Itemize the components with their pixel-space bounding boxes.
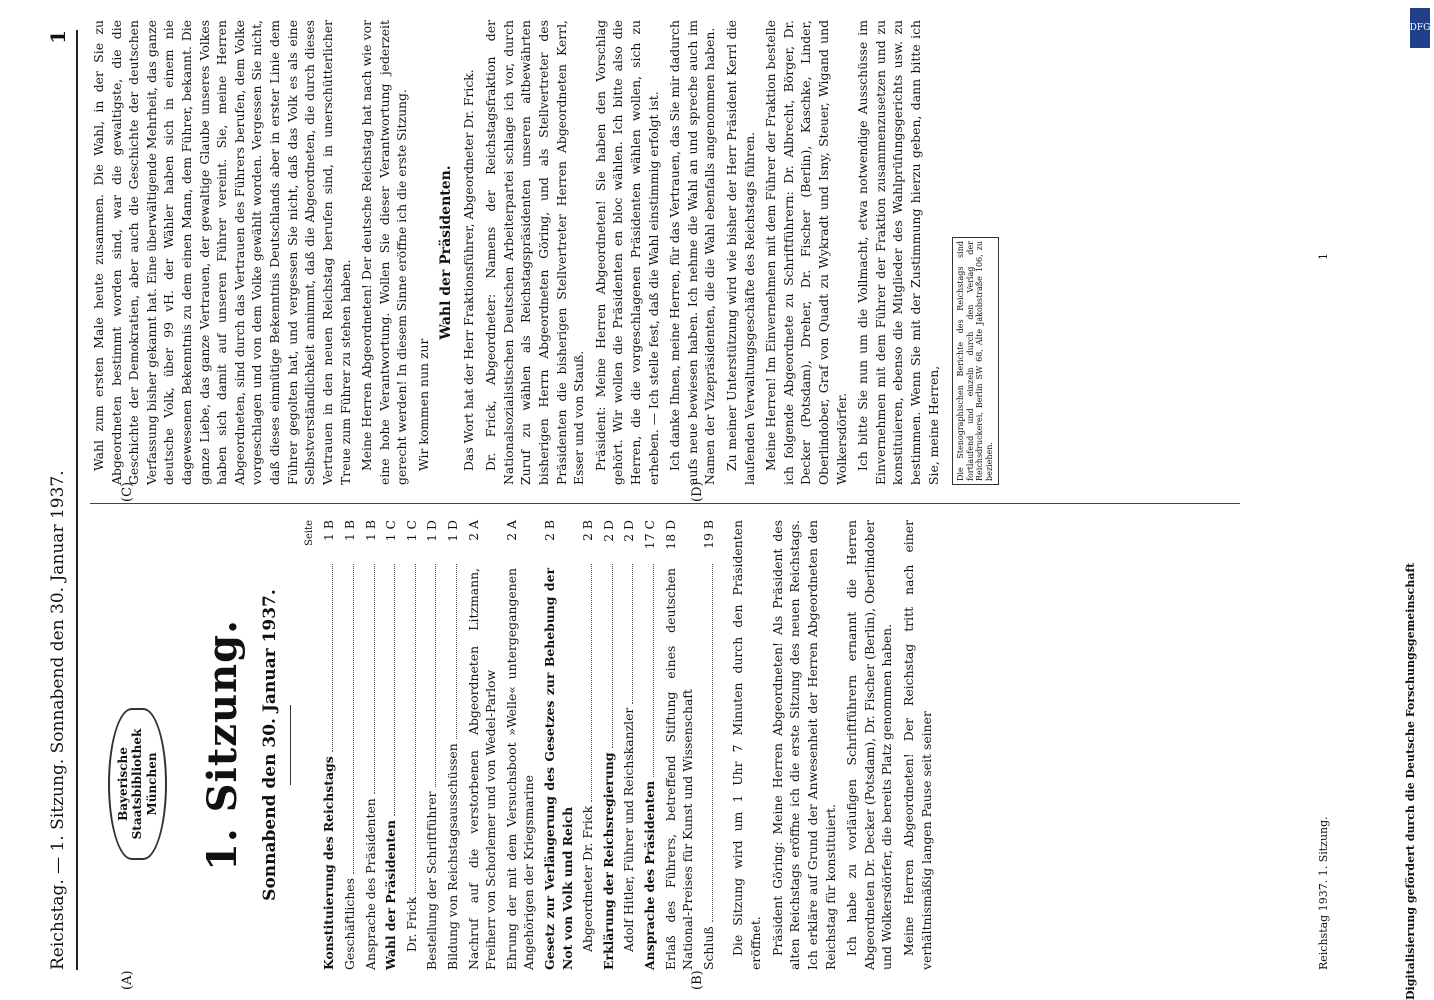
toc-entry [600,520,618,970]
toc-entry-page: 1 C [403,520,419,542]
left-column [90,520,1290,970]
toc-leader [644,564,654,777]
paragraph: Meine Herren! Im Einvernehmen mit dem Führer der Fraktion bestelle ich folgende Abgeordnete zu Schriftführern: Dr. Albrecht, Börger, Dr. Decker (Potsdam), Dreher, Dr. Fischer (Berlin), Kaschke, Linder, Oberlindober, Graf von Quadt zu Wykradt und Isny, Steuer, Wigand und Wolkersdörfer. [763,20,849,485]
right-body-text [90,20,433,485]
funding-note-text: Digitalisierung gefördert durch die Deutsche Forschungsgemeinschaft [1404,562,1417,1000]
footer-right: 1 [1317,253,1330,260]
session-title: 1. Sitzung. [199,619,247,872]
toc-entry-label: Abgeordneter Dr. Frick [580,805,596,952]
toc-entry [579,520,597,970]
paragraph: Meine Herren Abgeordneten! Der Reichstag tritt nach einer verhältnismäßig langen Pause seit seiner [900,520,934,970]
toc-entry-label: Ansprache des Präsidenten [642,780,658,970]
toc-entry-page: 1 C [383,520,399,542]
toc-entry [362,520,380,970]
toc-entry [423,520,441,970]
toc-heading: Seite [304,520,316,546]
toc-leader [427,564,437,787]
header-title: Reichstag. — 1. Sitzung. Sonnabend den 30. Januar 1937. [48,470,68,970]
footer-left: Reichstag 1937. 1. Sitzung. [1317,816,1330,970]
paragraph: Präsident Göring: Meine Herren Abgeordneten! Als Präsident des alten Reichstags eröffne ich die erste Sitzung des neuen Reichstags. Ich erkläre auf Grund der Anwesenheit der Herren Abgeordneten den Reichstag für konstituiert. [769,520,838,970]
toc-leader [624,564,634,704]
toc-entry [320,520,338,970]
toc-entry [541,520,576,970]
toc-entry-page: 1 B [341,520,357,541]
toc-entry [341,520,359,970]
toc-entry-page: 1 B [362,520,378,541]
paragraph: Zu meiner Unterstützung wird wie bisher der Herr Präsident Kerrl die laufenden Verwaltungsgeschäfte des Reichstags führen. [723,20,757,485]
right-column [90,20,1290,485]
toc-entry-label: Erlaß des Führers, betreffend Stiftung eines deutschen National-Preises für Kunst und Wissenschaft [662,568,696,970]
library-stamp: Bayerische Staatsbibliothek München [108,708,167,860]
paragraph: Wir kommen nun zur [415,338,431,471]
toc-entry [700,520,718,970]
toc-entry-label: Geschäftliches [341,878,357,970]
toc-entry-label: Nachruf auf die verstorbenen Abgeordneten Litzmann, Freiherr von Schorlemer und von Wedel-Parlow [465,568,499,970]
paragraph: Präsident: Meine Herren Abgeordneten! Sie haben den Vorschlag gehört. Wir wollen die Präsidenten en bloc wählen. Ich bitte also die Herren, die die vorgeschlagenen Präsidenten wählen wollen, sich zu erheben. — Ich stelle fest, daß die Wahl einstimmig erfolgt ist. [592,20,661,485]
paragraph: Wahl zum ersten Male heute zusammen. Die Wahl, in der Sie zu Abgeordneten bestimmt worden sind, war die gewaltigste, die die Geschichte der Demokratien, aber auch die Geschichte der deutschen Verfassung bisher gekannt hat. Eine überwältigende Mehrheit, das ganze deutsche Volk, über 99 vH. der Wähler haben sich in einem nie dagewesenen Bekenntnis zu dem einen Mann, dem Führer, bekannt. Die ganze Liebe, das ganze Vertrauen, der gewaltige Glaube unseres Volkes haben sich damit auf unseren Führer vereint. Sie, meine Herren Abgeordneten, sind durch das Vertrauen des Führers berufen, dem Volke vorgeschlagen und von dem Volke gewählt worden. Vergessen Sie nicht, daß dieses einmütige Bekenntnis Deutschlands aber in erster Linie dem Führer gegolten hat, und vergessen Sie nicht, daß das Volk es als eine Selbstverständlichkeit annimmt, daß die Abgeordneten, die durch dieses Vertrauen in den neuen Reichstag berufen sind, in unerschütterlicher Treue zum Führer zu stehen haben. [91,20,353,485]
toc-entry-label: Ansprache des Präsidenten [362,798,378,970]
toc-entry-page: 18 D [662,520,678,550]
page-number: 1 [46,30,70,44]
toc-entry-page: 1 B [321,520,337,541]
funding-note [1394,0,1424,1000]
toc-entry-page: 1 D [424,520,440,542]
dfg-logo: DFG [1410,8,1430,48]
margin-letter-c: (C) [120,481,135,502]
page-header [40,30,78,970]
toc-leader [447,564,457,739]
paragraph: Die Sitzung wird um 1 Uhr 7 Minuten durch den Präsidenten eröffnet. [730,520,764,970]
toc-entry [403,520,421,970]
publisher-note: Die Stenographischen Berichte des Reichstags sind fortlaufend und einzeln durch den Verlag der Reichsdruckerei, Berlin SW 68, Alte Jakobstraße 106, zu beziehen. [952,237,998,485]
session-date: Sonnabend den 30. Januar 1937. [259,589,280,901]
toc-leader [406,564,416,893]
toc-entry [382,520,400,970]
paragraph: Ich danke Ihnen, meine Herren, für das Vertrauen, das Sie mir dadurch aufs neue bewiesen haben. Ich nehme die Wahl an und spreche auch im Namen der Vizepräsidenten, die die Wahl ebenfalls angenommen haben. [667,20,718,485]
toc-entry-page: 2 B [580,520,596,541]
toc-entry [444,520,462,970]
toc-entry-page: 17 C [642,520,658,550]
toc-entry-label: Dr. Frick [403,896,419,952]
paragraph: Ich habe zu vorläufigen Schriftführern ernannt die Herren Abgeordneten Dr. Decker (Potsdam), Dr. Fischer (Berlin), Oberlindober und Wolkersdörfer, die bereits Platz genommen haben. [844,520,895,970]
paragraph: Dr. Frick, Abgeordneter: Namens der Reichstagsfraktion der Nationalsozialistischen Deutschen Arbeiterpartei schlage ich vor, durch Zuruf zu wählen als Reichstagspräsidenten unseren altbewährten bisherigen Herrn Abgeordneten Göring, und als Stellvertreter des Präsidenten die bisherigen Stellvertreter Herren Abgeordneten Kerrl, Esser und von Stauß. [483,20,587,485]
toc-entry-page: 2 A [503,520,519,541]
margin-letter-b: (B) [690,970,705,990]
toc-entry-page: 2 A [465,520,481,541]
paragraph: Das Wort hat der Herr Fraktionsführer, Abgeordneter Dr. Frick. [461,69,477,471]
toc-entry-label: Bildung von Reichstagsausschüssen [444,743,460,970]
toc-entry-page: 2 D [600,520,616,542]
toc-entry-label: Konstituierung des Reichstags [321,756,337,970]
toc-entry-label: Schluß [700,926,716,970]
margin-letter-d: (D) [690,481,705,502]
paragraph: Meine Herren Abgeordneten! Der deutsche Reichstag hat nach wie vor eine hohe Verantwortung. Wollen Sie dieser Verantwortung jederzeit gerecht werden! In diesem Sinne eröffne ich die erste Sitzung. [359,20,410,485]
toc-entry-page: 2 B [541,520,557,541]
toc-leader [324,564,334,752]
section-title-wahl: Wahl der Präsidenten. [437,165,454,340]
toc-entry-page: 19 B [700,520,716,549]
toc-leader [583,564,593,802]
toc-entry-page: 2 D [621,520,637,542]
toc-entry-label: Wahl der Präsidenten [383,819,399,970]
margin-letter-a: (A) [120,970,135,990]
title-rule [290,705,291,785]
left-body-text [729,520,935,970]
toc-leader [365,564,375,794]
toc-leader [385,564,395,816]
toc-entry-label: Bestellung der Schriftführer [424,791,440,970]
toc-entry-label: Erklärung der Reichsregierung [600,752,616,970]
toc-entry [662,520,697,970]
toc-leader [344,564,354,874]
toc-entry [641,520,659,970]
toc-entry [503,520,538,970]
toc-entry-label: Adolf Hitler, Führer und Reichskanzler [621,707,637,952]
column-divider [90,503,1240,504]
toc-entry-page: 1 D [444,520,460,542]
right-body-text-2 [460,20,942,485]
toc-entry-label: Gesetz zur Verlängerung des Gesetzes zur Behebung der Not von Volk und Reich [541,568,575,970]
toc-entry-label: Ehrung der mit dem Versuchsboot »Welle« untergegangenen Angehörigen der Kriegsmarine [503,568,537,970]
toc-entry [465,520,500,970]
toc-leader [603,564,613,749]
paragraph: Ich bitte Sie nun um die Vollmacht, etwa notwendige Ausschüsse im Einvernehmen mit dem Führer der Fraktion zusammenzusetzen und zu konstituieren, ebenso die Mitglieder des Wahlprüfungsgerichts usw. zu bestimmen. Wenn Sie mit der Zustimmung hierzu geben, dann bitte ich Sie, meine Herren, [855,20,941,485]
toc-leader [703,564,713,922]
table-of-contents [320,520,717,970]
toc-entry [620,520,638,970]
